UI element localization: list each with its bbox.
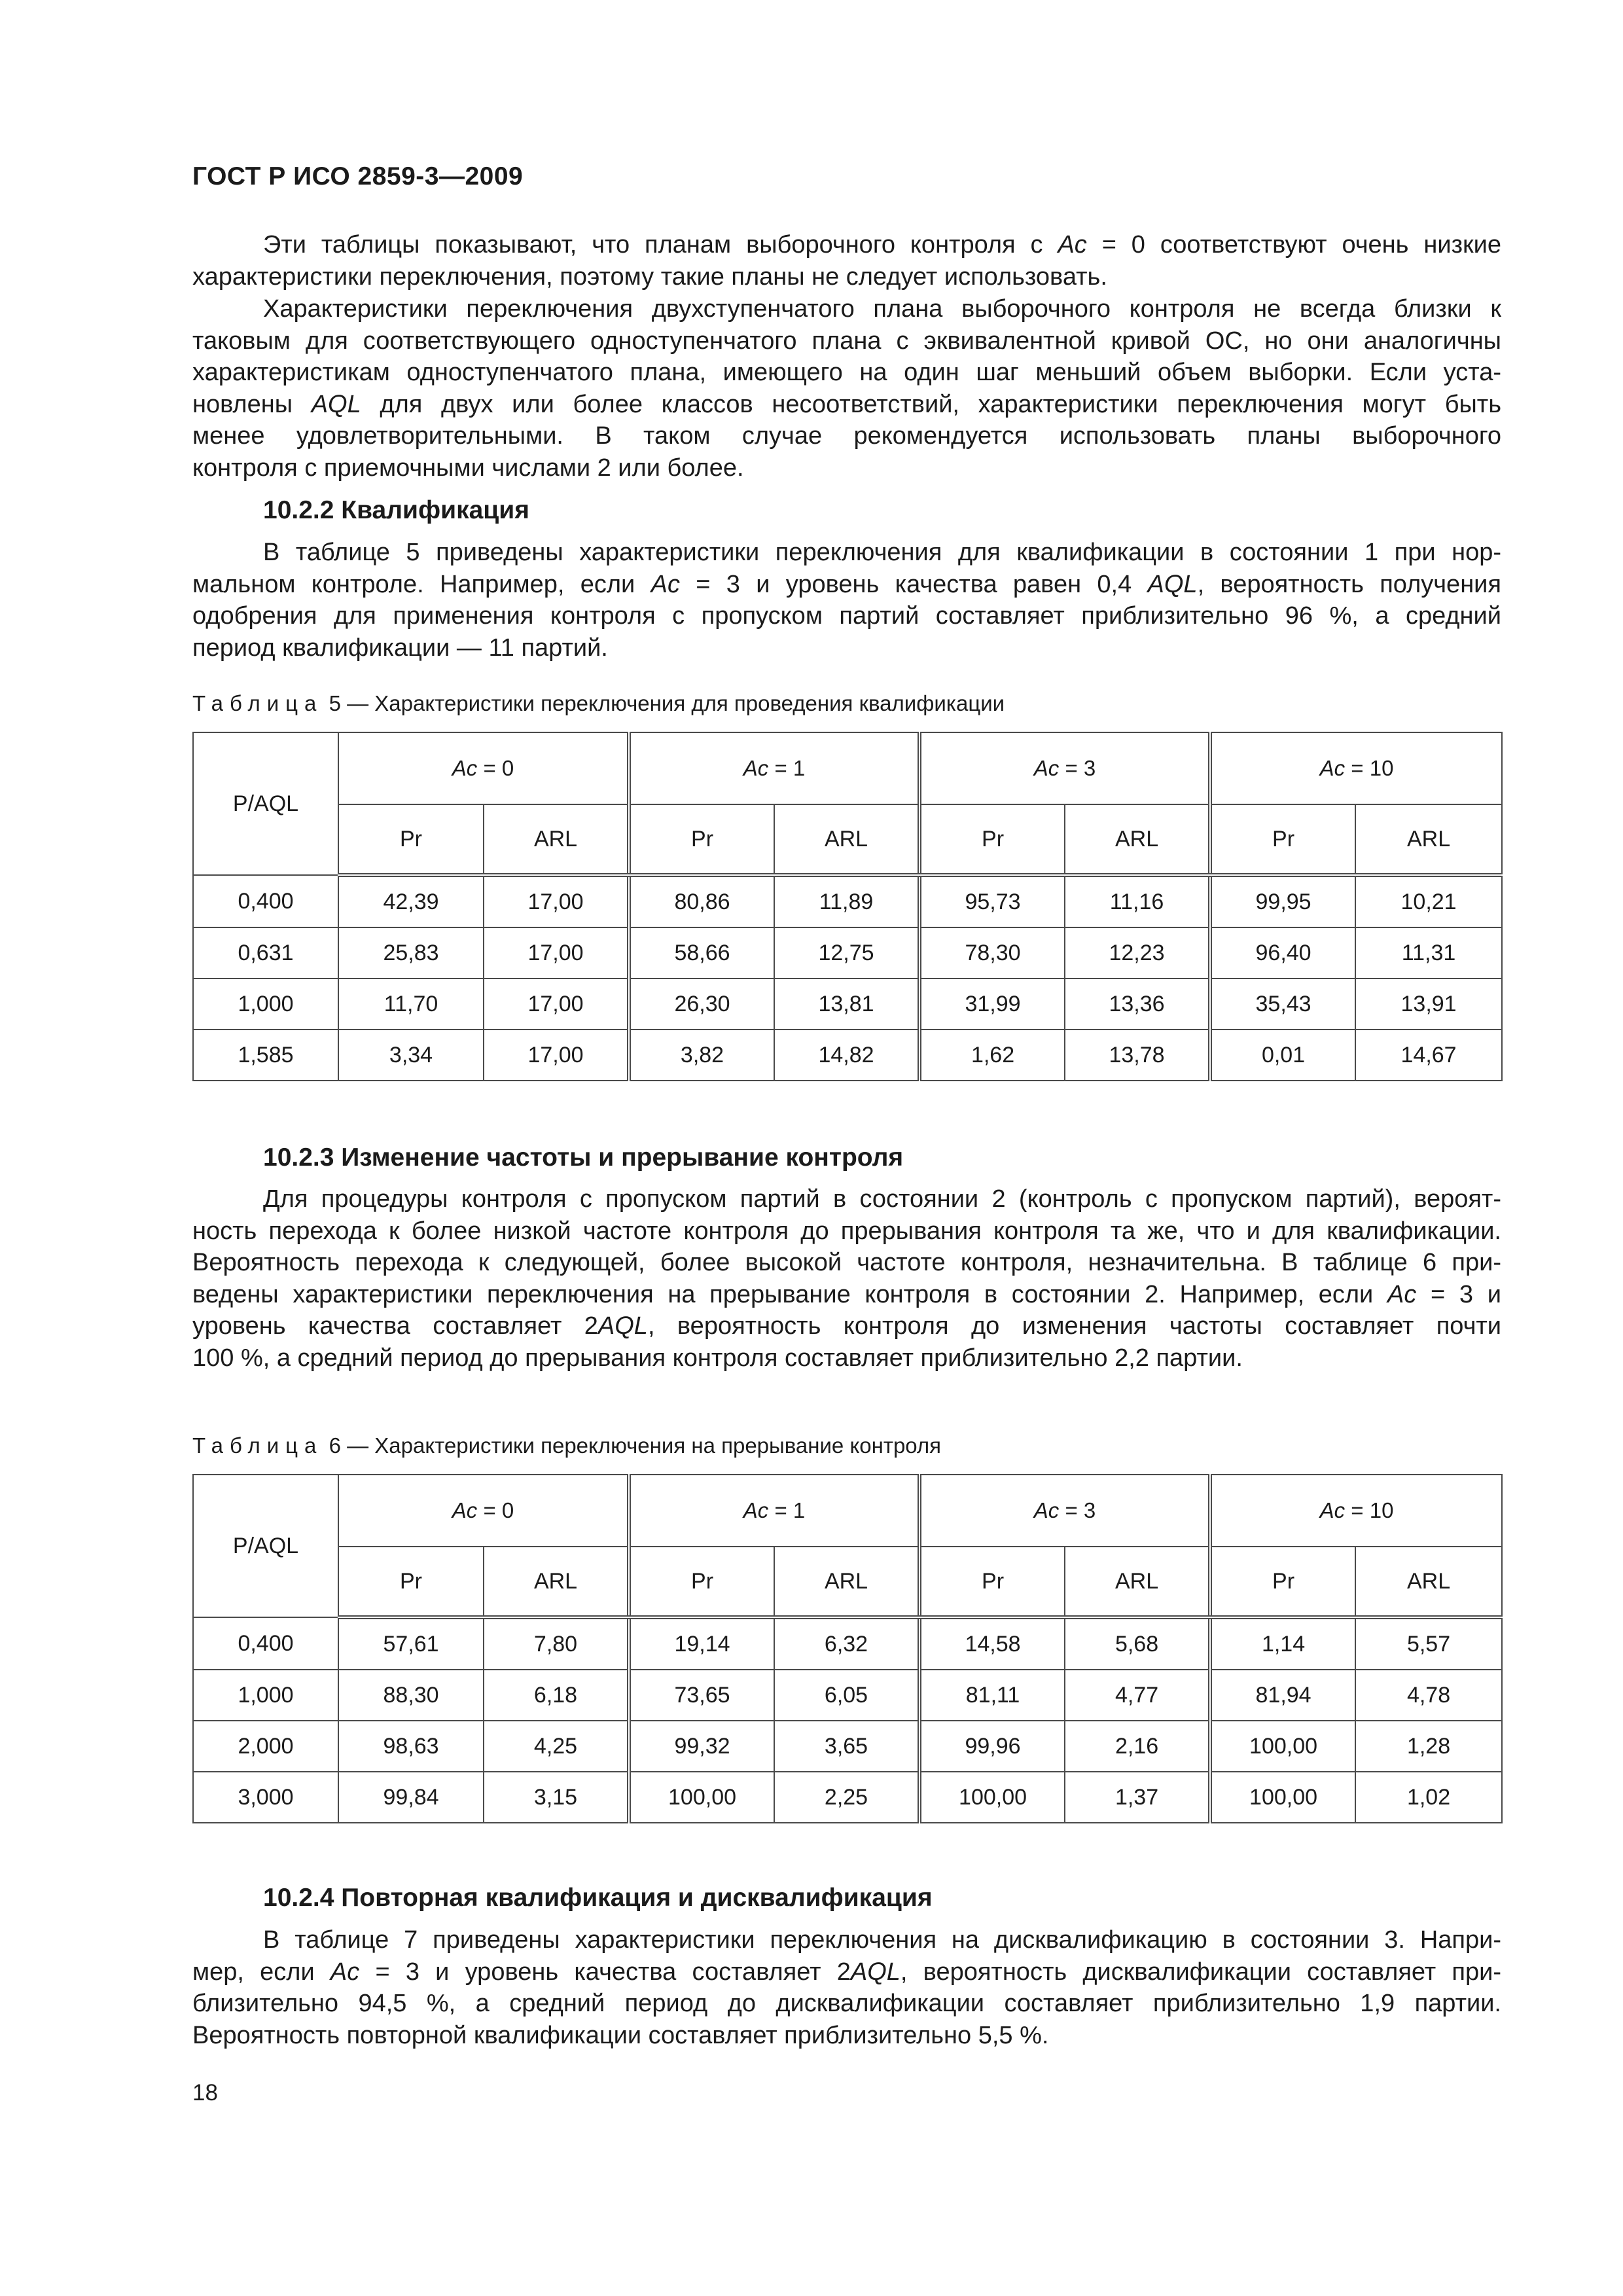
text-line: Вероятность перехода к следующей, более высокой частоте контроля, незначительна. В таблице 6 при- [192, 1249, 1501, 1276]
sub-header: Pr [1210, 1547, 1355, 1617]
table-cell: 13,91 [1355, 978, 1502, 1030]
table-cell: 58,66 [629, 927, 774, 978]
text-line: ность перехода к более низкой частоте контроля до прерывания контроля та же, что и для квалификации. [192, 1217, 1501, 1245]
sub-header: ARL [484, 804, 629, 875]
table-6-caption [192, 1433, 941, 1458]
caption-text: 6 — Характеристики переключения на прерывание контроля [329, 1433, 942, 1458]
table-cell: 4,25 [484, 1721, 629, 1772]
text-line: менее удовлетворительными. В таком случае рекомендуется использовать планы выборочного [192, 422, 1501, 450]
table-cell: 80,86 [629, 875, 774, 927]
table-cell: 3,82 [629, 1030, 774, 1081]
text-line: В таблице 7 приведены характеристики переключения на дисквалификацию в состоянии 3. Напри- [263, 1926, 1501, 1954]
section-heading-10-2-2: 10.2.2 Квалификация [263, 496, 529, 524]
col-header-p-aql: P/AQL [193, 1475, 338, 1617]
table-cell: 10,21 [1355, 875, 1502, 927]
table-cell: 99,84 [338, 1772, 484, 1823]
group-header: Ac = 10 [1210, 732, 1502, 804]
table-cell: 12,75 [774, 927, 919, 978]
table-row [193, 927, 1502, 978]
sub-header: ARL [774, 1547, 919, 1617]
table-cell: 95,73 [919, 875, 1065, 927]
page-number: 18 [192, 2080, 218, 2106]
table-cell: 3,15 [484, 1772, 629, 1823]
text-line: Характеристики переключения двухступенчатого плана выборочного контроля не всегда близки к [263, 295, 1501, 323]
table-cell: 13,36 [1065, 978, 1210, 1030]
table-5 [192, 732, 1503, 1081]
sub-header: ARL [1355, 804, 1502, 875]
table-cell: 4,78 [1355, 1670, 1502, 1721]
table-cell: 100,00 [1210, 1772, 1355, 1823]
sub-header: ARL [774, 804, 919, 875]
table-cell: 57,61 [338, 1617, 484, 1670]
text-line: одобрения для применения контроля с пропуском партий составляет приблизительно 96 %, а средний [192, 602, 1501, 630]
table-cell: 73,65 [629, 1670, 774, 1721]
sub-header: Pr [338, 804, 484, 875]
table-cell: 6,18 [484, 1670, 629, 1721]
paragraph-2 [192, 293, 1501, 484]
table-cell: 0,01 [1210, 1030, 1355, 1081]
caption-prefix: Таблица [192, 691, 323, 715]
text-line: 100 %, а средний период до прерывания контроля составляет приблизительно 2,2 партии. [192, 1344, 1243, 1372]
col-header-p-aql: P/AQL [193, 732, 338, 875]
section-heading-10-2-3: 10.2.3 Изменение частоты и прерывание контроля [263, 1143, 904, 1172]
table-cell: 42,39 [338, 875, 484, 927]
paragraph-4 [192, 1183, 1501, 1374]
table-cell: 35,43 [1210, 978, 1355, 1030]
table-cell: 11,89 [774, 875, 919, 927]
table-cell: 96,40 [1210, 927, 1355, 978]
paragraph-1 [192, 229, 1501, 293]
table-cell: 7,80 [484, 1617, 629, 1670]
sub-header: Pr [919, 1547, 1065, 1617]
table-6 [192, 1474, 1503, 1823]
section-heading-10-2-4: 10.2.4 Повторная квалификация и дисквалификация [263, 1884, 933, 1912]
group-header: Ac = 3 [919, 1475, 1210, 1547]
paragraph-5 [192, 1924, 1501, 2051]
table-5-caption [192, 691, 1005, 716]
table-cell: 13,81 [774, 978, 919, 1030]
table-cell: 2,000 [193, 1721, 338, 1772]
group-header: Ac = 1 [629, 732, 919, 804]
table-cell: 100,00 [1210, 1721, 1355, 1772]
table-cell: 17,00 [484, 875, 629, 927]
text-line: контроля с приемочными числами 2 или более. [192, 454, 744, 482]
table-cell: 3,000 [193, 1772, 338, 1823]
table-cell: 0,400 [193, 875, 338, 927]
caption-prefix: Таблица [192, 1433, 323, 1458]
table-row [193, 1030, 1502, 1081]
table-cell: 25,83 [338, 927, 484, 978]
table-cell: 88,30 [338, 1670, 484, 1721]
table-cell: 100,00 [919, 1772, 1065, 1823]
table-cell: 13,78 [1065, 1030, 1210, 1081]
table-cell: 5,68 [1065, 1617, 1210, 1670]
table-cell: 11,16 [1065, 875, 1210, 927]
table-cell: 12,23 [1065, 927, 1210, 978]
sub-header: Pr [629, 804, 774, 875]
table-cell: 81,11 [919, 1670, 1065, 1721]
text-line: новлены AQL для двух или более классов несоответствий, характеристики переключения могут быть [192, 390, 1501, 418]
table-cell: 99,96 [919, 1721, 1065, 1772]
text-line: Эти таблицы показывают, что планам выборочного контроля с Ac = 0 соответствуют очень низкие [263, 231, 1501, 259]
table-cell: 6,32 [774, 1617, 919, 1670]
table-cell: 14,58 [919, 1617, 1065, 1670]
table-cell: 99,95 [1210, 875, 1355, 927]
table-cell: 11,31 [1355, 927, 1502, 978]
table-cell: 98,63 [338, 1721, 484, 1772]
table-cell: 4,77 [1065, 1670, 1210, 1721]
table-cell: 99,32 [629, 1721, 774, 1772]
text-line: характеристикам одноступенчатого плана, имеющего на один шаг меньший объем выборки. Если уста- [192, 359, 1501, 386]
table-cell: 1,37 [1065, 1772, 1210, 1823]
table-cell: 1,000 [193, 1670, 338, 1721]
text-line: мер, если Ac = 3 и уровень качества составляет 2AQL, вероятность дисквалификации составляет при- [192, 1958, 1501, 1986]
text-line: таковым для соответствующего одноступенчатого плана с эквивалентной кривой ОС, но они аналогичны [192, 327, 1501, 355]
table-cell: 1,62 [919, 1030, 1065, 1081]
group-header: Ac = 10 [1210, 1475, 1502, 1547]
group-header: Ac = 3 [919, 732, 1210, 804]
table-cell: 11,70 [338, 978, 484, 1030]
text-line: характеристики переключения, поэтому такие планы не следует использовать. [192, 262, 1107, 291]
table-cell: 6,05 [774, 1670, 919, 1721]
table-row [193, 1617, 1502, 1670]
sub-header: Pr [338, 1547, 484, 1617]
table-cell: 1,02 [1355, 1772, 1502, 1823]
table-row [193, 1772, 1502, 1823]
table-cell: 0,631 [193, 927, 338, 978]
table-cell: 17,00 [484, 1030, 629, 1081]
table-cell: 1,14 [1210, 1617, 1355, 1670]
table-cell: 5,57 [1355, 1617, 1502, 1670]
table-cell: 3,65 [774, 1721, 919, 1772]
table-cell: 1,585 [193, 1030, 338, 1081]
table-cell: 100,00 [629, 1772, 774, 1823]
text-line: период квалификации — 11 партий. [192, 634, 608, 662]
group-header: Ac = 0 [338, 732, 629, 804]
table-cell: 2,25 [774, 1772, 919, 1823]
table-row [193, 1721, 1502, 1772]
table-cell: 81,94 [1210, 1670, 1355, 1721]
table-cell: 1,000 [193, 978, 338, 1030]
table-row [193, 875, 1502, 927]
sub-header: ARL [1355, 1547, 1502, 1617]
table-cell: 19,14 [629, 1617, 774, 1670]
table-cell: 1,28 [1355, 1721, 1502, 1772]
sub-header: Pr [919, 804, 1065, 875]
table-cell: 31,99 [919, 978, 1065, 1030]
table-cell: 2,16 [1065, 1721, 1210, 1772]
table-cell: 3,34 [338, 1030, 484, 1081]
caption-text: 5 — Характеристики переключения для проведения квалификации [329, 691, 1005, 715]
group-header: Ac = 0 [338, 1475, 629, 1547]
paragraph-3 [192, 537, 1501, 664]
document-header: ГОСТ Р ИСО 2859-3—2009 [192, 162, 524, 190]
table-cell: 78,30 [919, 927, 1065, 978]
text-line: ведены характеристики переключения на прерывание контроля в состоянии 2. Например, если Ac = 3 и [192, 1280, 1501, 1308]
sub-header: ARL [1065, 1547, 1210, 1617]
sub-header: ARL [1065, 804, 1210, 875]
group-header: Ac = 1 [629, 1475, 919, 1547]
table-row [193, 978, 1502, 1030]
sub-header: Pr [1210, 804, 1355, 875]
text-line: В таблице 5 приведены характеристики переключения для квалификации в состоянии 1 при нор- [263, 539, 1501, 566]
table-cell: 14,82 [774, 1030, 919, 1081]
text-line: уровень качества составляет 2AQL, вероятность контроля до изменения частоты составляет почти [192, 1312, 1501, 1340]
text-line: близительно 94,5 %, а средний период до дисквалификации составляет приблизительно 1,9 партии. [192, 1990, 1501, 2017]
table-cell: 0,400 [193, 1617, 338, 1670]
sub-header: Pr [629, 1547, 774, 1617]
table-cell: 14,67 [1355, 1030, 1502, 1081]
table-cell: 17,00 [484, 927, 629, 978]
text-line: Вероятность повторной квалификации составляет приблизительно 5,5 %. [192, 2021, 1049, 2049]
sub-header: ARL [484, 1547, 629, 1617]
text-line: Для процедуры контроля с пропуском партий в состоянии 2 (контроль с пропуском партий), вероят- [263, 1185, 1501, 1213]
table-cell: 26,30 [629, 978, 774, 1030]
table-row [193, 1670, 1502, 1721]
table-cell: 17,00 [484, 978, 629, 1030]
text-line: мальном контроле. Например, если Ac = 3 и уровень качества равен 0,4 AQL, вероятность получения [192, 570, 1501, 598]
